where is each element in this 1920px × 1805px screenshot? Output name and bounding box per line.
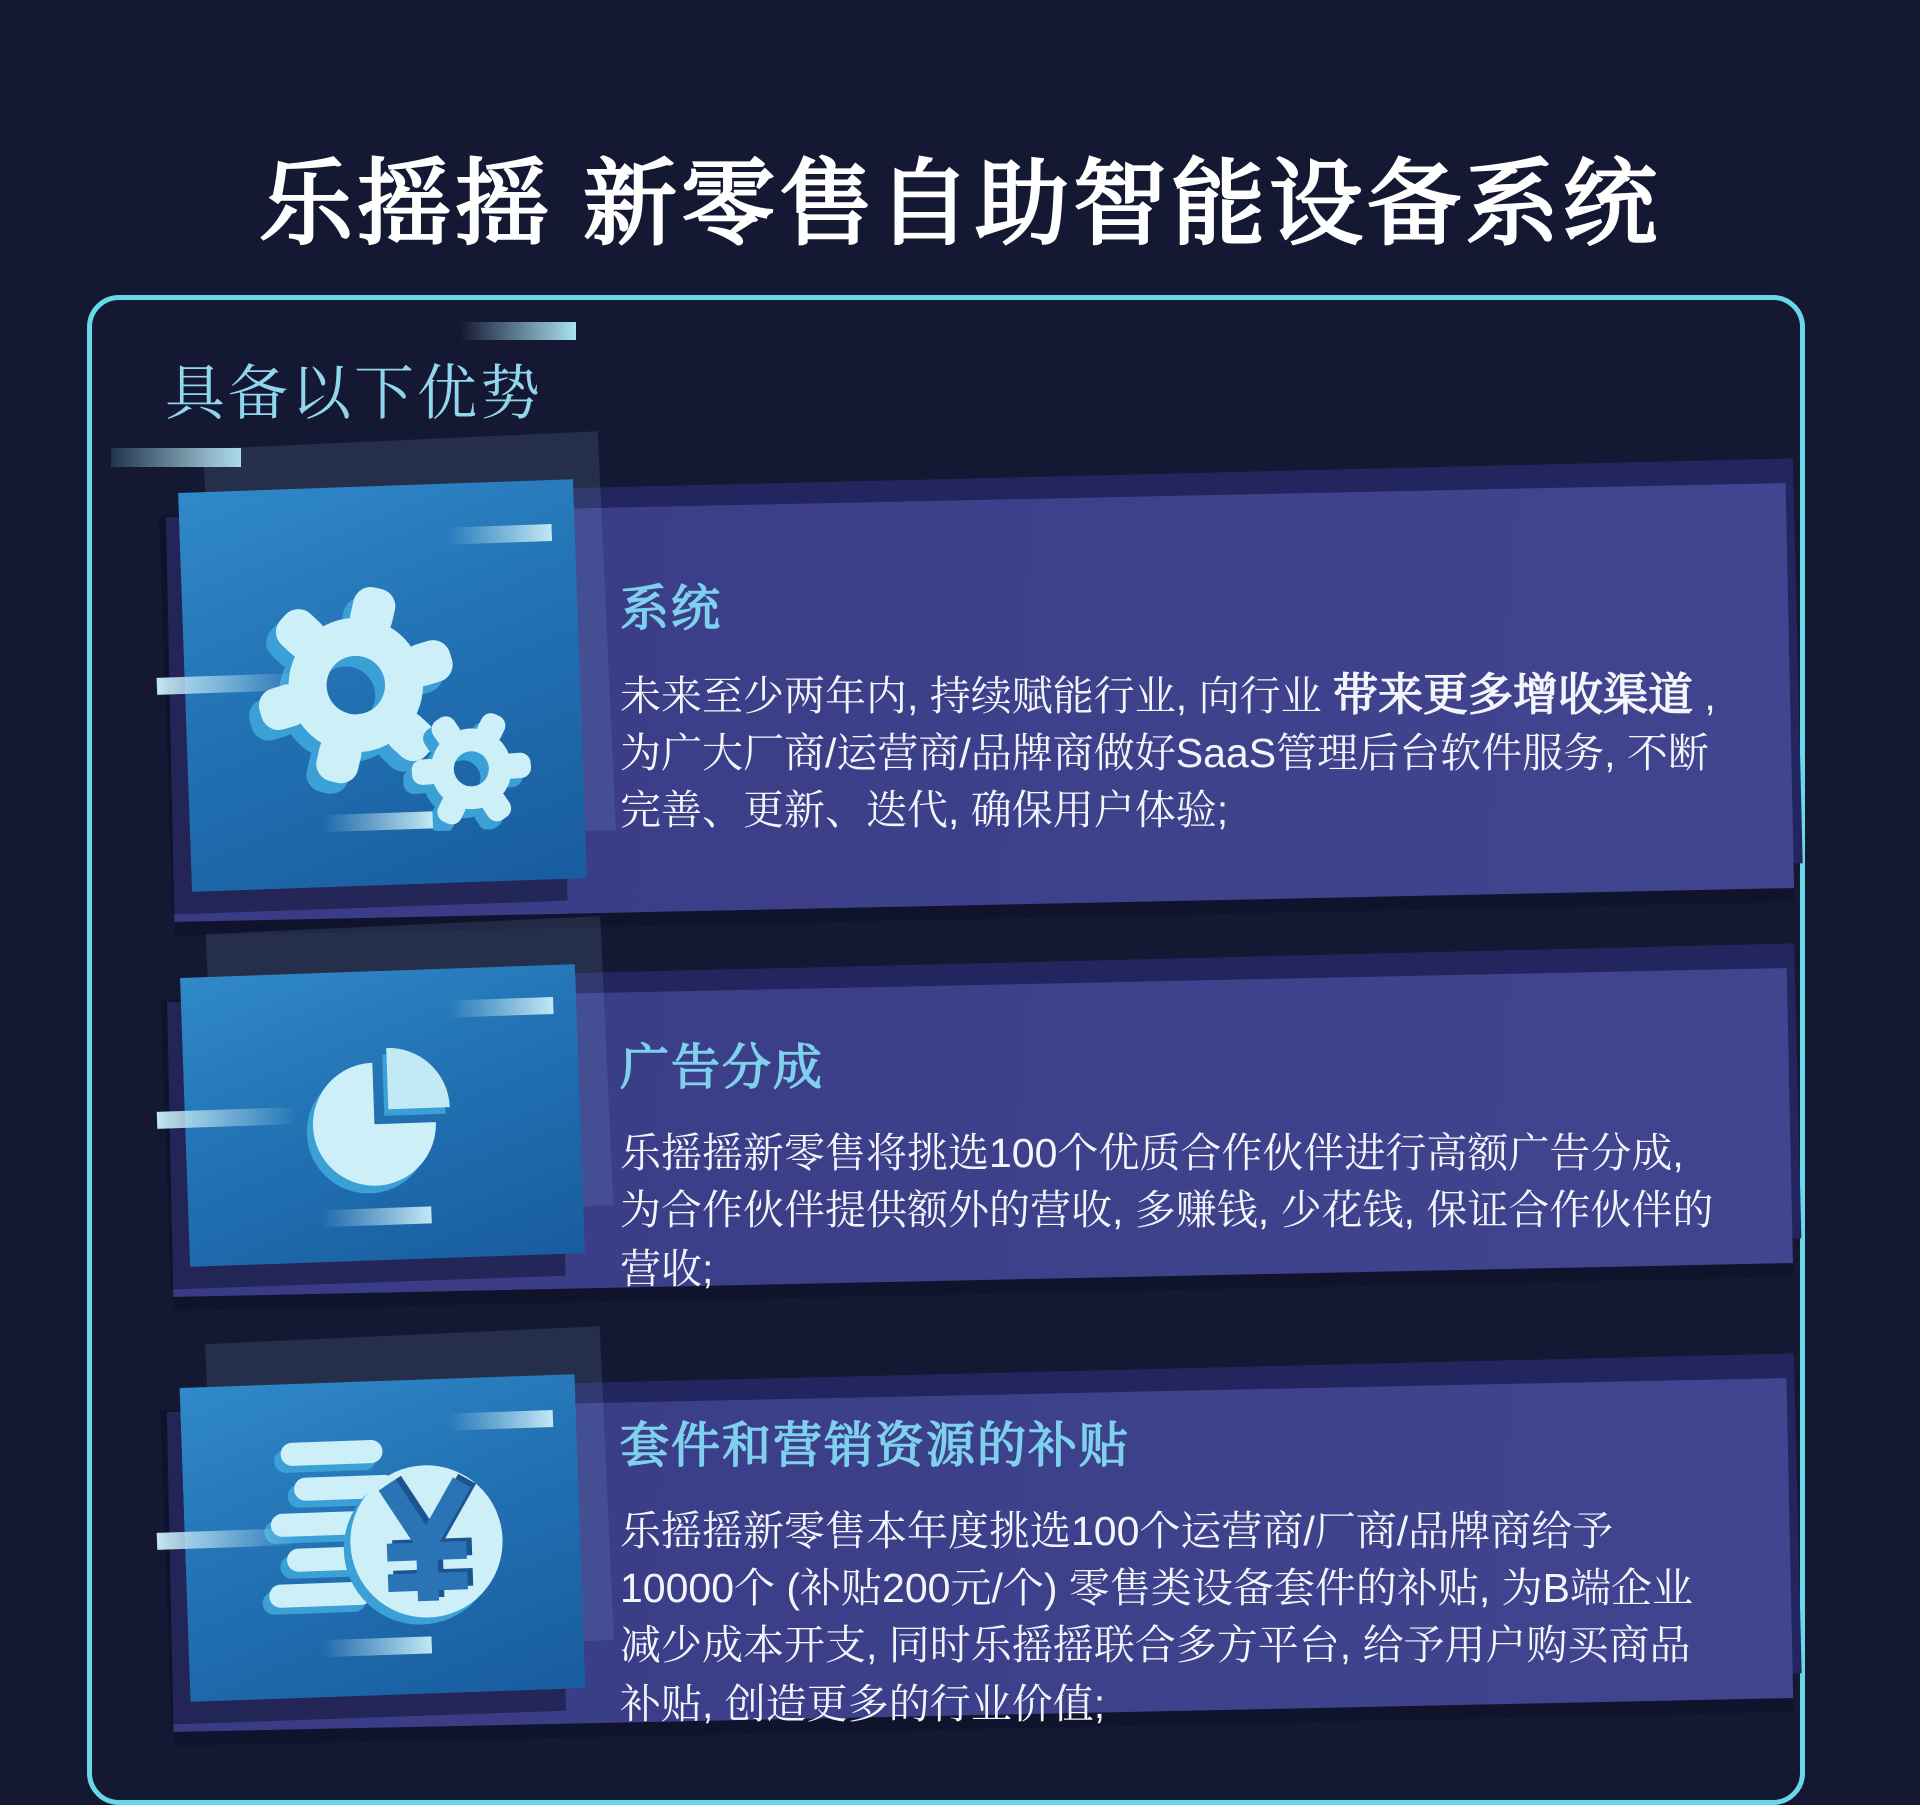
- page-title: 乐摇摇 新零售自助智能设备系统: [258, 151, 1662, 256]
- card-heading: 套件和营销资源的补贴: [620, 1419, 1131, 1473]
- card-content: [620, 985, 1725, 1298]
- card-body: [620, 1125, 1725, 1298]
- speed-streak: [449, 1410, 554, 1431]
- card-heading: 广告分成: [620, 1041, 825, 1095]
- advantage-card-subsidy: [170, 1395, 1790, 1727]
- card-body: [620, 1503, 1725, 1733]
- decorative-streak: [460, 322, 576, 340]
- icon-tile: [180, 964, 585, 1267]
- body-text: , 为广大厂商/运营商/品牌商做好SaaS管理后台软件服务, 不断完善、更新、迭代, 确保用户体验;: [620, 673, 1716, 833]
- card-body: [620, 666, 1725, 839]
- speed-streak: [449, 997, 554, 1018]
- card-content: [620, 500, 1725, 839]
- speed-streak: [321, 1206, 432, 1227]
- advantage-card-system: [170, 500, 1790, 905]
- body-text: 乐摇摇新零售本年度挑选100个运营商/厂商/品牌商给予10000个 (补贴200元/个) 零售类设备套件的补贴, 为B端企业减少成本开支, 同时乐摇摇联合多方平台, 给予用户购买商品补贴, 创造更多的行业价值;: [620, 1508, 1694, 1727]
- icon-tile: [180, 1374, 586, 1702]
- body-text-emphasis: 带来更多增收渠道: [1332, 669, 1693, 720]
- icon-tile: [178, 479, 587, 892]
- card-heading: 系统: [620, 582, 723, 636]
- speed-streak: [448, 524, 553, 545]
- body-text: 乐摇摇新零售将挑选100个优质合作伙伴进行高额广告分成, 为合作伙伴提供额外的营收, 多赚钱, 少花钱, 保证合作伙伴的营收;: [620, 1130, 1714, 1292]
- card-content: [620, 1395, 1725, 1733]
- advantage-card-ad-share: [170, 985, 1790, 1292]
- body-text: 未来至少两年内, 持续赋能行业, 向行业: [620, 673, 1333, 719]
- section-heading: 具备以下优势: [165, 360, 543, 427]
- speed-streak: [322, 1637, 433, 1658]
